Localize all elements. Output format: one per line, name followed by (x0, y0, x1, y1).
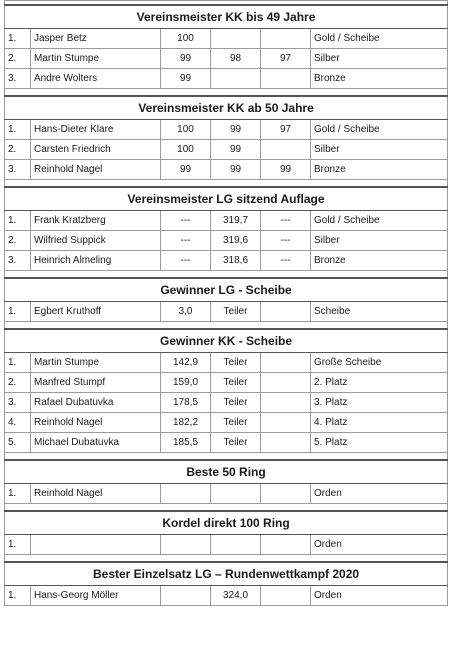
score-2-cell: Teiler (211, 393, 261, 413)
score-2-cell (211, 29, 261, 49)
name-cell: Martin Stumpe (31, 353, 161, 373)
score-3-cell: --- (261, 211, 311, 231)
score-3-cell: 97 (261, 49, 311, 69)
score-2-cell: 98 (211, 49, 261, 69)
section-title: Vereinsmeister KK bis 49 Jahre (5, 5, 448, 29)
name-cell: Michael Dubatuvka (31, 433, 161, 453)
rank-cell: 3. (5, 69, 31, 89)
score-3-cell: 99 (261, 160, 311, 180)
rank-cell: 3. (5, 160, 31, 180)
name-cell: Hans-Georg Möller (31, 586, 161, 606)
name-cell: Jasper Betz (31, 29, 161, 49)
score-1-cell: 159,0 (161, 373, 211, 393)
spacer-row (5, 322, 448, 330)
rank-cell: 2. (5, 373, 31, 393)
table-row (5, 120, 448, 140)
section-heading-row (5, 278, 448, 302)
score-2-cell: Teiler (211, 302, 261, 322)
score-3-cell (261, 140, 311, 160)
score-1-cell: --- (161, 231, 211, 251)
rank-cell: 4. (5, 413, 31, 433)
result-cell: Silber (311, 231, 448, 251)
rank-cell: 1. (5, 29, 31, 49)
score-1-cell: --- (161, 251, 211, 271)
score-3-cell (261, 484, 311, 504)
table-row (5, 373, 448, 393)
table-row (5, 586, 448, 606)
name-cell: Frank Kratzberg (31, 211, 161, 231)
spacer-cell (5, 180, 448, 188)
result-cell: Silber (311, 49, 448, 69)
result-cell: Orden (311, 586, 448, 606)
section-heading-row (5, 511, 448, 535)
spacer-row (5, 555, 448, 563)
spacer-cell (5, 271, 448, 279)
score-1-cell: 3,0 (161, 302, 211, 322)
result-cell: Scheibe (311, 302, 448, 322)
result-cell: Gold / Scheibe (311, 211, 448, 231)
rank-cell: 1. (5, 484, 31, 504)
rank-cell: 1. (5, 535, 31, 555)
table-row (5, 251, 448, 271)
table-row (5, 140, 448, 160)
table-row (5, 211, 448, 231)
score-2-cell: 99 (211, 140, 261, 160)
score-2-cell: Teiler (211, 373, 261, 393)
rank-cell: 1. (5, 586, 31, 606)
table-row (5, 69, 448, 89)
spacer-cell (5, 555, 448, 563)
rank-cell: 1. (5, 302, 31, 322)
score-2-cell: Teiler (211, 413, 261, 433)
score-3-cell: 97 (261, 120, 311, 140)
spacer-row (5, 180, 448, 188)
score-3-cell (261, 69, 311, 89)
score-1-cell: 185,5 (161, 433, 211, 453)
score-3-cell (261, 29, 311, 49)
section-heading-row (5, 562, 448, 586)
section-title: Vereinsmeister KK ab 50 Jahre (5, 96, 448, 120)
score-1-cell (161, 535, 211, 555)
table-row (5, 413, 448, 433)
score-1-cell: 142,9 (161, 353, 211, 373)
rank-cell: 1. (5, 211, 31, 231)
name-cell: Manfred Stumpf (31, 373, 161, 393)
name-cell: Rafael Dubatuvka (31, 393, 161, 413)
name-cell: Martin Stumpe (31, 49, 161, 69)
name-cell: Reinhold Nagel (31, 484, 161, 504)
score-1-cell (161, 586, 211, 606)
score-1-cell: --- (161, 211, 211, 231)
result-cell: Bronze (311, 160, 448, 180)
result-cell: Bronze (311, 251, 448, 271)
name-cell: Heinrich Almeling (31, 251, 161, 271)
results-sheet (4, 0, 447, 606)
score-2-cell: 318,6 (211, 251, 261, 271)
rank-cell: 2. (5, 49, 31, 69)
rank-cell: 3. (5, 251, 31, 271)
rank-cell: 1. (5, 353, 31, 373)
result-cell: 5. Platz (311, 433, 448, 453)
table-row (5, 302, 448, 322)
score-3-cell (261, 433, 311, 453)
name-cell (31, 535, 161, 555)
result-cell: Gold / Scheibe (311, 29, 448, 49)
spacer-cell (5, 322, 448, 330)
score-2-cell: 324,0 (211, 586, 261, 606)
table-row (5, 231, 448, 251)
result-cell: Bronze (311, 69, 448, 89)
spacer-row (5, 504, 448, 512)
section-heading-row (5, 329, 448, 353)
score-2-cell: Teiler (211, 353, 261, 373)
score-2-cell: 99 (211, 160, 261, 180)
table-row (5, 433, 448, 453)
name-cell: Carsten Friedrich (31, 140, 161, 160)
score-2-cell (211, 69, 261, 89)
section-heading-row (5, 5, 448, 29)
result-cell: Silber (311, 140, 448, 160)
table-row (5, 535, 448, 555)
spacer-row (5, 271, 448, 279)
result-cell: 3. Platz (311, 393, 448, 413)
rank-cell: 1. (5, 120, 31, 140)
score-3-cell (261, 535, 311, 555)
name-cell: Andre Wolters (31, 69, 161, 89)
result-cell: Orden (311, 484, 448, 504)
score-1-cell: 182,2 (161, 413, 211, 433)
section-heading-row (5, 187, 448, 211)
spacer-row (5, 453, 448, 461)
score-3-cell (261, 413, 311, 433)
spacer-cell (5, 89, 448, 97)
score-2-cell: 99 (211, 120, 261, 140)
result-cell: Große Scheibe (311, 353, 448, 373)
section-heading-row (5, 460, 448, 484)
score-3-cell (261, 393, 311, 413)
score-1-cell: 178,5 (161, 393, 211, 413)
score-3-cell: --- (261, 251, 311, 271)
table-row (5, 353, 448, 373)
name-cell: Reinhold Nagel (31, 413, 161, 433)
result-cell: 2. Platz (311, 373, 448, 393)
score-2-cell: 319,7 (211, 211, 261, 231)
table-row (5, 160, 448, 180)
score-2-cell (211, 535, 261, 555)
score-1-cell (161, 484, 211, 504)
score-2-cell: 319,6 (211, 231, 261, 251)
score-1-cell: 99 (161, 160, 211, 180)
rank-cell: 2. (5, 140, 31, 160)
section-title: Beste 50 Ring (5, 460, 448, 484)
score-1-cell: 100 (161, 29, 211, 49)
rank-cell: 2. (5, 231, 31, 251)
score-3-cell (261, 353, 311, 373)
result-cell: Gold / Scheibe (311, 120, 448, 140)
name-cell: Egbert Kruthoff (31, 302, 161, 322)
score-3-cell (261, 302, 311, 322)
table-row (5, 484, 448, 504)
score-3-cell (261, 373, 311, 393)
score-1-cell: 100 (161, 120, 211, 140)
table-row (5, 393, 448, 413)
section-title: Kordel direkt 100 Ring (5, 511, 448, 535)
results-table (4, 0, 448, 606)
score-2-cell: Teiler (211, 433, 261, 453)
name-cell: Hans-Dieter Klare (31, 120, 161, 140)
section-heading-row (5, 96, 448, 120)
score-1-cell: 100 (161, 140, 211, 160)
spacer-cell (5, 504, 448, 512)
score-3-cell: --- (261, 231, 311, 251)
score-3-cell (261, 586, 311, 606)
spacer-row (5, 89, 448, 97)
score-1-cell: 99 (161, 49, 211, 69)
name-cell: Wilfried Suppick (31, 231, 161, 251)
section-title: Vereinsmeister LG sitzend Auflage (5, 187, 448, 211)
section-title: Gewinner LG - Scheibe (5, 278, 448, 302)
rank-cell: 3. (5, 393, 31, 413)
score-1-cell: 99 (161, 69, 211, 89)
result-cell: Orden (311, 535, 448, 555)
section-title: Gewinner KK - Scheibe (5, 329, 448, 353)
section-title: Bester Einzelsatz LG – Rundenwettkampf 2020 (5, 562, 448, 586)
table-row (5, 49, 448, 69)
spacer-cell (5, 453, 448, 461)
result-cell: 4. Platz (311, 413, 448, 433)
table-row (5, 29, 448, 49)
name-cell: Reinhold Nagel (31, 160, 161, 180)
rank-cell: 5. (5, 433, 31, 453)
score-2-cell (211, 484, 261, 504)
